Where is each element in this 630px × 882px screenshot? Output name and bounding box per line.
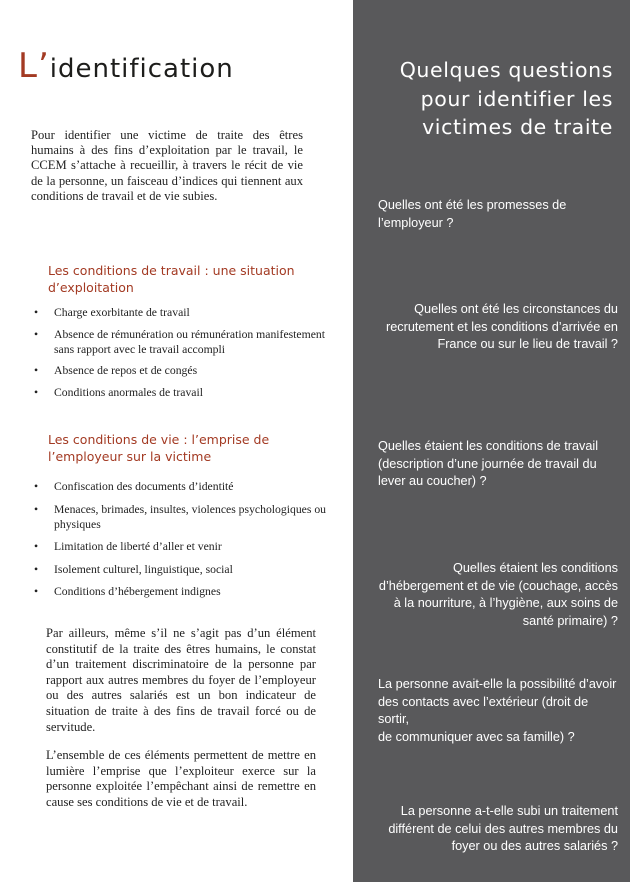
page-title: [18, 46, 234, 86]
living-conditions-list: [32, 479, 342, 607]
section-heading-work-conditions: Les conditions de travail : une situation d’exploitation: [48, 263, 295, 295]
body-paragraph: L’ensemble de ces éléments permettent de mettre en lumière l’emprise que l’exploiteur exerce sur la personne exploitée l’empêchant ainsi de remettre en cause ses conditions de vie et de travail.: [46, 748, 316, 809]
title-text: identification: [49, 54, 234, 84]
list-item: • Confiscation des documents d’identité: [32, 479, 342, 494]
list-item: • Menaces, brimades, insultes, violences psychologiques ou physiques: [32, 502, 342, 532]
list-item: • Limitation de liberté d’aller et venir: [32, 539, 342, 554]
body-paragraph: Par ailleurs, même s’il ne s’agit pas d’un élément constitutif de la traite des êtres humains, le constat d’un traitement discriminatoire de la personne par rapport aux autres membres du foyer de l’employeur ou des autres salariés est un bon indicateur de situation de traite à des fins de travail forcé ou de servitude.: [46, 626, 316, 734]
question-item: Quelles étaient les conditions de travail (description d’une journée de travail du lever au coucher) ?: [378, 439, 599, 488]
list-item: • Charge exorbitante de travail: [32, 305, 342, 320]
work-conditions-list: [32, 305, 342, 406]
question-item: La personne avait-elle la possibilité d’avoir des contacts avec l’extérieur (droit de sortir, de communiquer avec sa famille) ?: [378, 677, 617, 744]
heading-line: Les conditions de vie : l’emprise de: [48, 432, 270, 447]
list-item: • Isolement culturel, linguistique, social: [32, 562, 342, 577]
panel-title: Quelques questions pour identifier les victimes de traite: [399, 58, 613, 139]
list-item: • Conditions d’hébergement indignes: [32, 584, 342, 599]
list-item: • Absence de rémunération ou rémunération manifestement sans rapport avec le travail accompli: [32, 327, 342, 357]
intro-paragraph: Pour identifier une victime de traite des êtres humains à des fins d’exploitation par le travail, le CCEM s’attache à recueillir, à travers le récit de vie de la personne, un faisceau d’indices qui tiennent aux conditions de travail et de vie subies.: [31, 128, 303, 203]
heading-line: l’employeur sur la victime: [48, 449, 212, 464]
question-item: Quelles ont été les circonstances du recrutement et les conditions d’arrivée en France ou sur le lieu de travail ?: [385, 302, 618, 351]
title-initial: L’: [18, 46, 50, 86]
question-item: Quelles étaient les conditions d’hébergement et de vie (couchage, accès à la nourriture, à l’hygiène, aux soins de santé primaire) ?: [378, 561, 618, 628]
list-item: • Conditions anormales de travail: [32, 385, 342, 400]
right-panel: [353, 0, 630, 882]
section-heading-living-conditions: [48, 431, 338, 465]
question-item: La personne a-t-elle subi un traitement différent de celui des autres membres du foyer ou des autres salariés ?: [388, 804, 618, 853]
list-item: • Absence de repos et de congés: [32, 363, 342, 378]
question-item: Quelles ont été les promesses de l’employeur ?: [378, 198, 567, 230]
